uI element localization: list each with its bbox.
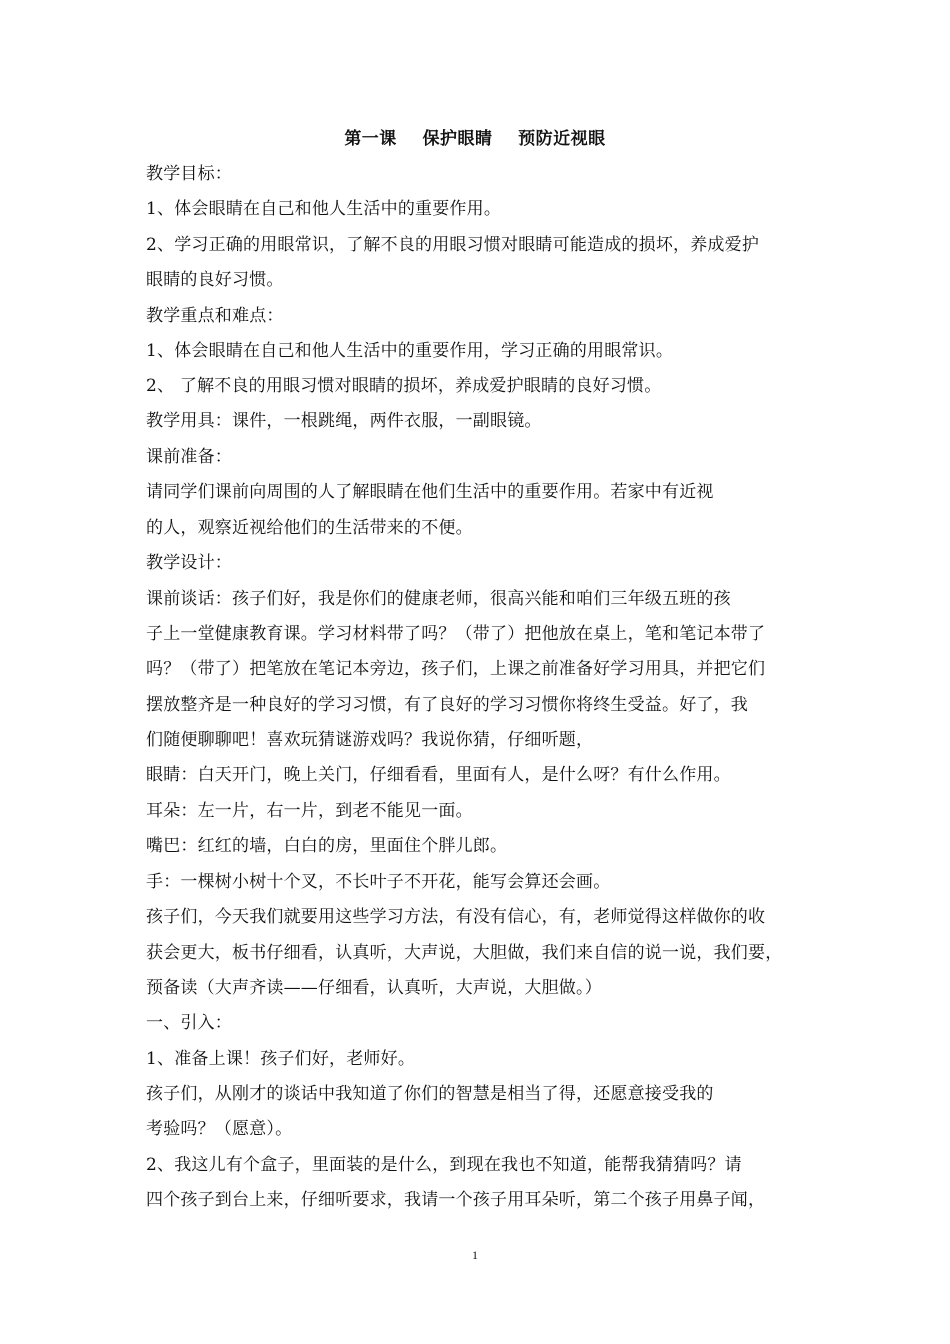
text-line: 2、学习正确的用眼常识，了解不良的用眼习惯对眼睛可能造成的损坏，养成爱护	[146, 235, 760, 255]
text-line: 考验吗？（愿意）。	[146, 1119, 293, 1139]
text-line: 1、体会眼睛在自己和他人生活中的重要作用，学习正确的用眼常识。	[146, 341, 674, 361]
text-line: 眼睛的良好习惯。	[146, 270, 284, 290]
text-line: 手：一棵树小树十个叉，不长叶子不开花，能写会算还会画。	[146, 872, 611, 892]
text-line: 1、体会眼睛在自己和他人生活中的重要作用。	[146, 199, 502, 219]
text-line: 2、 了解不良的用眼习惯对眼睛的损坏，养成爱护眼睛的良好习惯。	[146, 376, 662, 396]
text-line: 教学重点和难点：	[146, 306, 284, 326]
text-line: 子上一堂健康教育课。学习材料带了吗？（带了）把他放在桌上，笔和笔记本带了	[146, 624, 766, 644]
text-line: 四个孩子到台上来，仔细听要求，我请一个孩子用耳朵听，第二个孩子用鼻子闻，	[146, 1190, 766, 1210]
text-line: 2、我这儿有个盒子，里面装的是什么，到现在我也不知道，能帮我猜猜吗？请	[146, 1155, 742, 1175]
text-line: 孩子们，今天我们就要用这些学习方法，有没有信心，有，老师觉得这样做你的收	[146, 907, 766, 927]
text-line: 嘴巴：红红的墙，白白的房，里面住个胖儿郎。	[146, 836, 508, 856]
text-line: 吗？（带了）把笔放在笔记本旁边，孩子们，上课之前准备好学习用具，并把它们	[146, 659, 766, 679]
text-line: 一、引入：	[146, 1013, 232, 1033]
text-line: 教学用具：课件，一根跳绳，两件衣服，一副眼镜。	[146, 411, 542, 431]
text-line: 课前谈话：孩子们好，我是你们的健康老师，很高兴能和咱们三年级五班的孩	[146, 589, 731, 609]
text-line: 请同学们课前向周围的人了解眼睛在他们生活中的重要作用。若家中有近视	[146, 482, 714, 502]
text-line: 的人，观察近视给他们的生活带来的不便。	[146, 518, 473, 538]
text-line: 孩子们，从刚才的谈话中我知道了你们的智慧是相当了得，还愿意接受我的	[146, 1084, 714, 1104]
text-line: 获会更大，板书仔细看，认真听，大声说，大胆做，我们来自信的说一说，我们要，	[146, 943, 783, 963]
text-line: 耳朵：左一片，右一片，到老不能见一面。	[146, 801, 473, 821]
text-line: 眼睛：白天开门，晚上关门，仔细看看，里面有人，是什么呀？有什么作用。	[146, 765, 731, 785]
text-line: 摆放整齐是一种良好的学习习惯，有了良好的学习习惯你将终生受益。好了，我	[146, 695, 748, 715]
document-title: 第一课 保护眼睛 预防近视眼	[344, 129, 606, 149]
page-number: 1	[472, 1248, 478, 1262]
text-line: 们随便聊聊吧！喜欢玩猜谜游戏吗？我说你猜，仔细听题，	[146, 730, 594, 750]
text-line: 1、准备上课！孩子们好，老师好。	[146, 1049, 416, 1069]
text-line: 课前准备：	[146, 447, 232, 467]
text-line: 教学目标：	[146, 164, 232, 184]
text-line: 预备读（大声齐读——仔细看，认真听，大声说，大胆做。）	[146, 978, 602, 998]
text-line: 教学设计：	[146, 553, 232, 573]
